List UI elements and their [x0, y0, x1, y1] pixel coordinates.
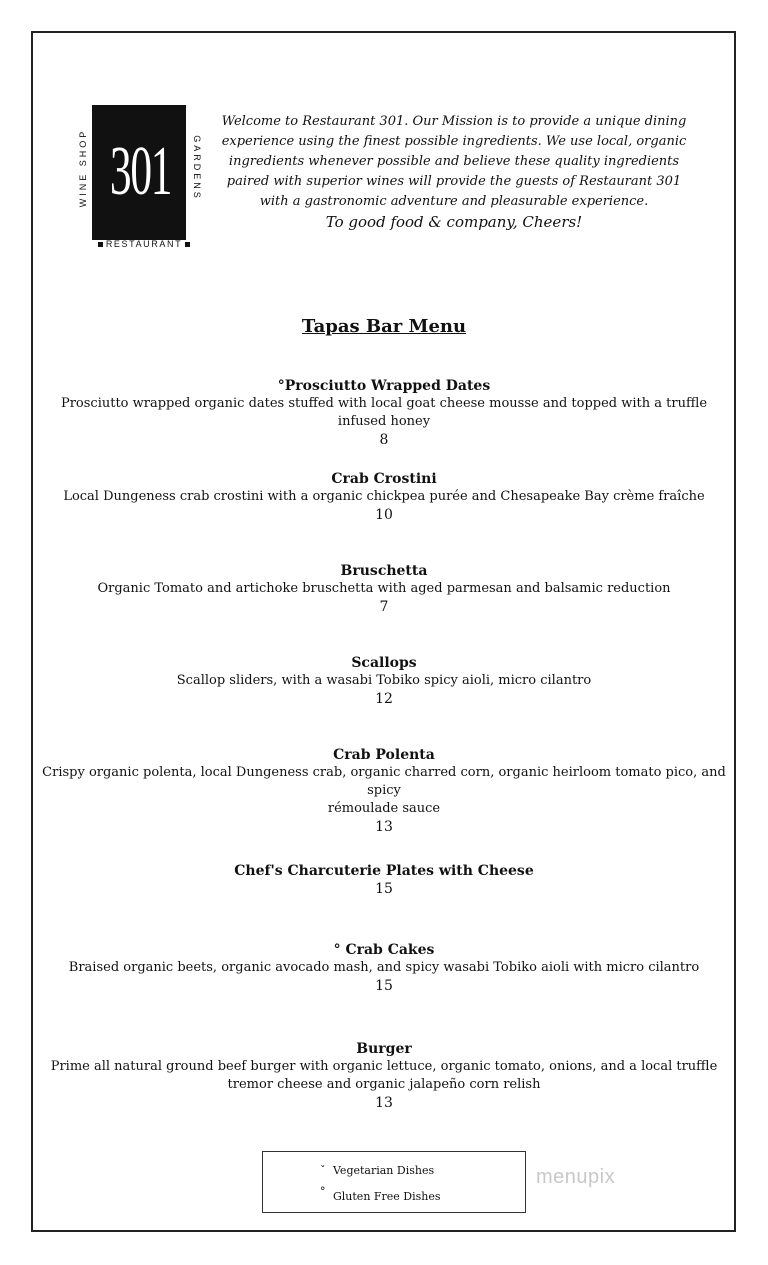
item-price: 7 [379, 599, 389, 615]
logo-restaurant-text: RESTAURANT [105, 239, 183, 249]
item-price: 8 [379, 432, 389, 448]
item-name: ° Crab Cakes [333, 942, 435, 958]
welcome-line: ingredients whenever possible and believe these quality ingredients [228, 154, 680, 169]
logo-restaurant [85, 238, 203, 250]
item-description: Prime all natural ground beef burger with organic lettuce, organic tomato, onions, and a local truffle [50, 1059, 718, 1074]
legend-vegetarian [320, 1164, 435, 1177]
menu-item [40, 941, 728, 995]
item-description: rémoulade sauce [327, 801, 441, 816]
item-name: Bruschetta [340, 563, 428, 579]
menu-item [40, 562, 728, 616]
item-name: Chef's Charcuterie Plates with Cheese [234, 863, 534, 879]
welcome-line: experience using the finest possible ingredients. We use local, organic [221, 134, 687, 149]
legend-vegetarian-label: Vegetarian Dishes [333, 1164, 435, 1177]
item-name: Burger [356, 1041, 412, 1057]
item-price: 12 [375, 691, 393, 707]
menu-item [40, 1040, 728, 1112]
menu-title: Tapas Bar Menu [301, 316, 467, 337]
legend-gluten-free-label: Gluten Free Dishes [333, 1190, 441, 1203]
legend-gluten-free [320, 1185, 441, 1203]
item-price: 13 [375, 819, 393, 835]
menu-item [40, 470, 728, 524]
item-name: °Prosciutto Wrapped Dates [277, 378, 491, 394]
welcome-cheers: To good food & company, Cheers! [325, 213, 583, 231]
welcome-line: Welcome to Restaurant 301. Our Mission is to provide a unique dining [221, 114, 687, 129]
dietary-legend [262, 1151, 526, 1213]
item-description: Organic Tomato and artichoke bruschetta with aged parmesan and balsamic reduction [97, 581, 671, 596]
welcome-message [218, 112, 690, 232]
logo-number: 301 [109, 133, 172, 210]
item-price: 10 [375, 507, 393, 523]
logo-gardens: GARDENS [192, 135, 202, 201]
restaurant-logo [75, 105, 205, 255]
item-name: Crab Crostini [331, 471, 437, 487]
item-name: Crab Polenta [333, 747, 435, 763]
logo-wine-shop: WINE SHOP [78, 128, 88, 208]
item-description: Scallop sliders, with a wasabi Tobiko spicy aioli, micro cilantro [176, 673, 592, 688]
menu-item [40, 862, 728, 898]
item-name: Scallops [351, 655, 417, 671]
item-description: Braised organic beets, organic avocado mash, and spicy wasabi Tobiko aioli with micro cilantro [68, 960, 700, 975]
item-description: tremor cheese and organic jalapeño corn relish [227, 1077, 541, 1092]
item-price: 15 [375, 978, 393, 994]
gluten-free-mark-icon: ° [320, 1185, 326, 1198]
menu-item [40, 746, 728, 836]
welcome-line: with a gastronomic adventure and pleasurable experience. [259, 194, 649, 209]
logo-square-icon [185, 242, 190, 247]
menu-item [40, 377, 728, 449]
item-description: Local Dungeness crab crostini with a organic chickpea purée and Chesapeake Bay crème fraîche [63, 489, 705, 504]
item-description: Prosciutto wrapped organic dates stuffed with local goat cheese mousse and topped with a truffle infused honey [60, 396, 708, 429]
vegetarian-mark-icon: ˇ [320, 1164, 326, 1177]
item-price: 13 [375, 1095, 393, 1111]
logo-square-icon [98, 242, 103, 247]
item-description: Crispy organic polenta, local Dungeness crab, organic charred corn, organic heirloom tomato pico, and spicy [42, 765, 726, 798]
menu-item [40, 654, 728, 708]
watermark: menupix [536, 1166, 616, 1188]
welcome-line: paired with superior wines will provide the guests of Restaurant 301 [226, 174, 682, 189]
item-price: 15 [375, 881, 393, 897]
